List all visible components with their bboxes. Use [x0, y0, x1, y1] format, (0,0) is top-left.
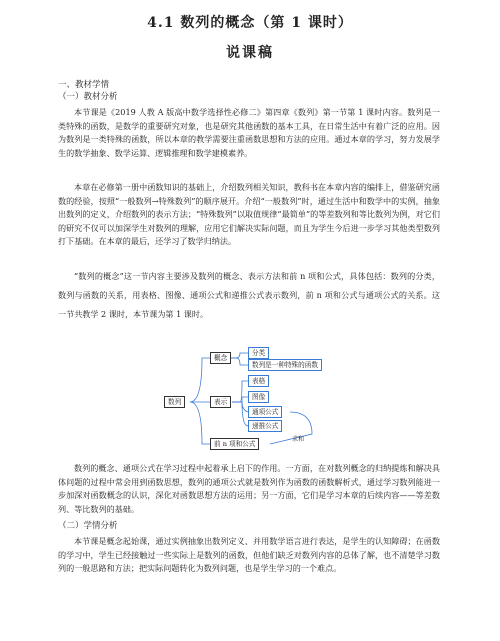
paragraph-textbook-intro: 本节课是《2019 人教 A 版高中数学选择性必修二》第四章《数列》第一节第 1 课时内容。数列是一类特殊的函数，是数学的重要研究对象，也是研究其他函数的基本工具，在日常生活中有着广泛的应用。因为数列是一类特殊的函数，所以本章的教学需要注重函数思想和方法的应用。通过本章的学习，努力发展学生的数学抽象、数学运算、逻辑推理和数学建模素养。: [58, 107, 440, 158]
diagram-node-general-formula: 通项公式: [248, 406, 282, 418]
section-heading-1: 一、教材学情: [58, 80, 110, 90]
document-title: 4.1 数列的概念（第 1 课时）: [147, 15, 353, 31]
diagram-node-table: 表格: [248, 375, 269, 387]
diagram-node-root: 数列: [164, 396, 185, 408]
paragraph-student-analysis: 本节课是概念起始课，通过实例抽象出数列定义、并用数学语言进行表达，是学生的认知障碍；在函数的学习中，学生已经接触过一些实际上是数列的函数，但他们缺乏对数列内容的总体了解，也不清楚学习数列的一般思路和方法；把实际问题转化为数列问题，也是学生学习的一个难点。: [58, 536, 440, 573]
paragraph-concept-role: 数列的概念、通项公式在学习过程中起着承上启下的作用。一方面，在对数列概念的归纳提炼和解决具体问题的过程中常会用到函数思想，数列的通项公式就是数列作为函数的函数解析式，通过学习数列能进一步加深对函数概念的认识，深化对函数思想方法的运用；另一方面，它们是学习本章的后续内容——等差数列、等比数列的基础。: [58, 463, 440, 514]
diagram-node-represent: 表示: [210, 396, 231, 408]
paragraph-section-content: “数列的概念”这一节内容主要涉及数列的概念、表示方法和前 n 项和公式，具体包括：数列的分类，数列与函数的关系，用表格、图像、通项公式和递推公式表示数列，前 n 项和公式与通项公式的关系。这一节共教学 2 课时，本节课为第 1 课时。: [58, 271, 440, 319]
diagram-node-sum-formula: 前 n 项和公式: [210, 438, 259, 450]
section-heading-1-2: （二）学情分析: [58, 521, 118, 531]
diagram-node-special-function: 数列是一种特殊的函数: [248, 359, 322, 371]
section-heading-1-1: （一）教材分析: [58, 92, 118, 102]
diagram-node-recursive-formula: 递推公式: [248, 420, 282, 432]
diagram-label-sum: 求和: [292, 436, 305, 443]
diagram-node-concept: 概念: [210, 352, 231, 364]
paragraph-chapter-structure: 本章在必修第一册中函数知识的基础上，介绍数列相关知识，教科书在本章内容的编排上，借鉴研究函数的经验，按照“一般数列→特殊数列”的顺序展开。介绍“一般数列”时，通过生活中和数学中的实例，抽象出数列的定义，介绍数列的表示方法；“特殊数列”以取值规律“最简单”的等差数列和等比数列为例，对它们的研究不仅可以加深学生对数列的理解，应用它们解决实际问题，而且为学生今后进一步学习其他类型数列打下基础。在本章的最后，还学习了数学归纳法。: [58, 182, 440, 246]
concept-diagram: [162, 350, 362, 452]
diagram-node-classify: 分类: [248, 347, 269, 359]
document-subtitle: 说课稿: [226, 45, 274, 61]
diagram-node-graph: 图像: [248, 391, 269, 403]
